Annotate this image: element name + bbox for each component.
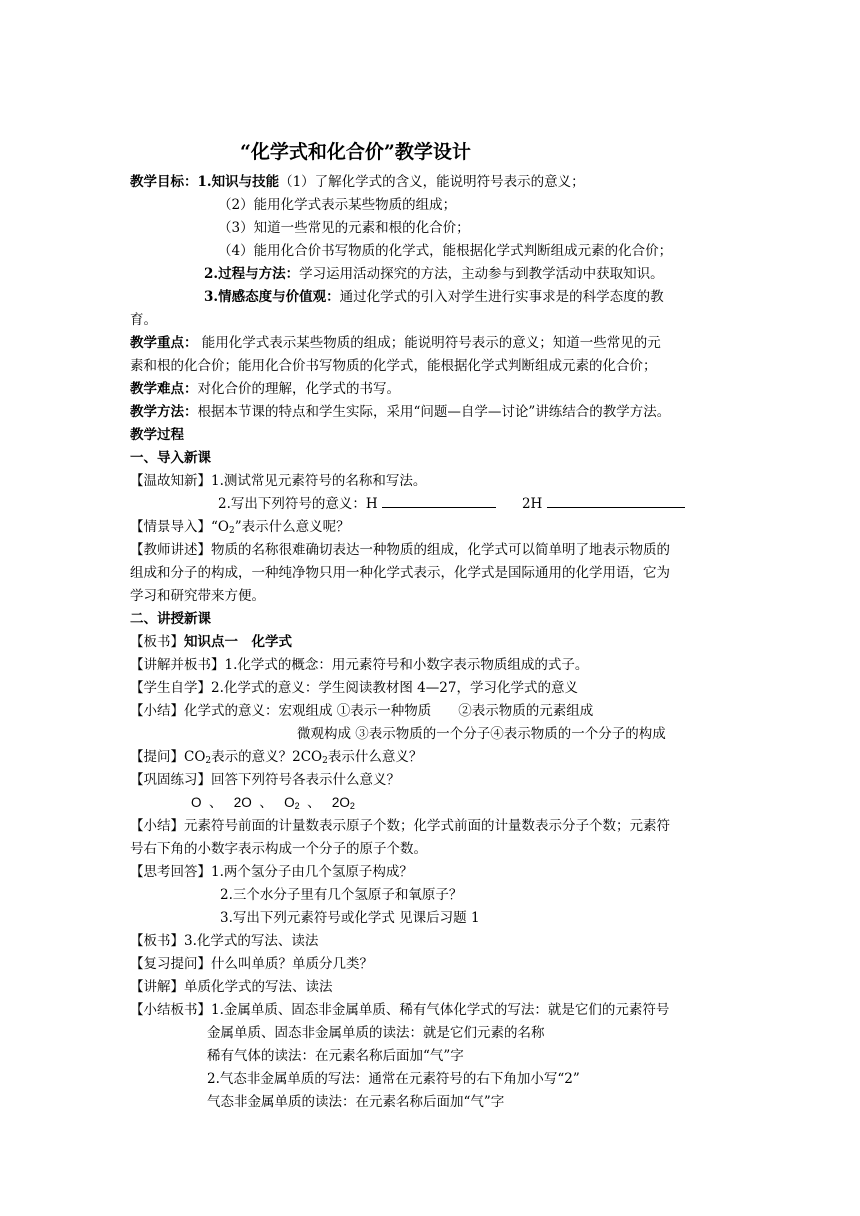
- summary-tag: 【小结】: [130, 703, 184, 719]
- key-points-text: 能用化学式表示某些物质的组成；能说明符号表示的意义；知道一些常见的元: [197, 335, 661, 351]
- summary-board-text-2: 金属单质、固态非金属单质的读法：就是它们元素的名称: [207, 1025, 545, 1041]
- board2-tag: 【板书】: [130, 933, 184, 949]
- lecture-tag: 【讲解】: [130, 979, 184, 995]
- summary2-line: [130, 815, 670, 837]
- summary2-text-1: 元素符号前面的计量数表示原子个数；化学式前面的计量数表示分子个数；元素符: [184, 818, 670, 834]
- symbol-2o2: 2O: [331, 795, 350, 810]
- objectives-label: 教学目标：: [130, 174, 198, 190]
- think-text-2: 2.三个水分子里有几个氢原子和氧原子？: [220, 887, 463, 903]
- process-heading: 教学过程: [130, 427, 184, 443]
- key-points-label: 教学重点：: [130, 335, 198, 351]
- answer-blank-2h[interactable]: [547, 493, 685, 508]
- teacher-tag: 【教师讲述】: [130, 542, 211, 558]
- think-text-1: 1.两个氢分子由几个氢原子构成？: [211, 864, 413, 880]
- lecture-text: 单质化学式的写法、读法: [184, 979, 333, 995]
- answer-blank-h[interactable]: [382, 493, 496, 508]
- summary2-text-2: 号右下角的小数字表示构成一个分子的原子个数。: [130, 841, 427, 857]
- self-study-text: 2.化学式的意义：学生阅读教材图 4—27，学习化学式的意义: [211, 680, 578, 696]
- separator: 、: [259, 795, 273, 810]
- symbol-o2: O: [284, 795, 295, 810]
- separator: 、: [307, 795, 321, 810]
- review-line: [130, 470, 426, 492]
- summary-board-text-1: 1.金属单质、固态非金属单质、稀有气体化学式的写法：就是它们的元素符号: [211, 1002, 670, 1018]
- knowledge-item-3: （3）知道一些常见的元素和根的化合价；: [218, 220, 470, 236]
- self-study-tag: 【学生自学】: [130, 680, 211, 696]
- ask-text-2: 表示什么意义？: [327, 749, 423, 765]
- review-tag: 【温故知新】: [130, 473, 211, 489]
- scene-line: [130, 516, 350, 538]
- difficulty-line: [130, 378, 400, 400]
- review-text-1: 1.测试常见元素符号的名称和写法。: [211, 473, 427, 489]
- process-label: 2.过程与方法：: [204, 266, 300, 282]
- emotion-text: 通过化学式的引入对学生进行实事求是的科学态度的教: [339, 289, 664, 305]
- scene-text-post: ”表示什么意义呢？: [234, 519, 350, 535]
- subscript: 2: [349, 801, 355, 811]
- symbol-2o: 2O: [233, 795, 252, 810]
- scene-text: “O: [211, 519, 229, 535]
- practice-tag: 【巩固练习】: [130, 772, 211, 788]
- teacher-text-1: 物质的名称很难确切表达一种物质的组成，化学式可以简单明了地表示物质的: [211, 542, 670, 558]
- symbol-o: O: [191, 795, 202, 810]
- knowledge-item-2: （2）能用化学式表示某些物质的组成；: [218, 197, 457, 213]
- explain-line: [130, 654, 588, 676]
- summary2-tag: 【小结】: [130, 818, 184, 834]
- practice-text: 回答下列符号各表示什么意义？: [211, 772, 400, 788]
- lecture-line: [130, 976, 333, 998]
- summary-macro: 化学式的意义：宏观组成 ①表示一种物质 ②表示物质的元素组成: [184, 703, 594, 719]
- summary-micro: 微观构成 ③表示物质的一个分子④表示物质的一个分子的构成: [297, 726, 666, 742]
- summary-board-tag: 【小结板书】: [130, 1002, 211, 1018]
- self-study-line: [130, 677, 578, 699]
- ask-formula-co2: CO: [184, 749, 206, 765]
- review-line-2: [218, 493, 685, 515]
- section2-heading: 二、讲授新课: [130, 611, 211, 627]
- teacher-text-2: 组成和分子的构成，一种纯净物只用一种化学式表示，化学式是国际通用的化学用语，它为: [130, 565, 670, 581]
- summary-board-text-4: 2.气态非金属单质的写法：通常在元素符号的右下角加小写“2”: [207, 1071, 580, 1087]
- knowledge-item-1: （1）了解化学式的含义，能说明符号表示的意义；: [279, 174, 585, 190]
- summary-board-text-5: 气态非金属单质的读法：在元素名称后面加“气”字: [207, 1094, 505, 1110]
- emotion-line: [204, 286, 664, 308]
- practice-line: [130, 769, 400, 791]
- board-text: 知识点一 化学式: [184, 634, 292, 650]
- summary-line: [130, 700, 593, 722]
- review-question-text: 什么叫单质？单质分几类？: [211, 956, 373, 972]
- teacher-line: [130, 539, 670, 561]
- summary-board-text-3: 稀有气体的读法：在元素名称后面加“气”字: [207, 1048, 464, 1064]
- ask-line: [130, 746, 422, 768]
- difficulty-label: 教学难点：: [130, 381, 198, 397]
- ask-text-1: 表示的意义？2CO: [211, 749, 323, 765]
- process-line: [204, 263, 664, 285]
- explain-text: 1.化学式的概念：用元素符号和小数字表示物质组成的式子。: [224, 657, 589, 673]
- board2-text: 3.化学式的写法、读法: [184, 933, 319, 949]
- explain-tag: 【讲解并板书】: [130, 657, 225, 673]
- scene-tag: 【情景导入】: [130, 519, 211, 535]
- difficulty-text: 对化合价的理解，化学式的书写。: [197, 381, 400, 397]
- teacher-text-3: 学习和研究带来方便。: [130, 588, 265, 604]
- separator: 、: [209, 795, 223, 810]
- board-line: [130, 631, 292, 653]
- objectives-line: [130, 171, 585, 193]
- ask-tag: 【提问】: [130, 749, 184, 765]
- think-text-3: 3.写出下列元素符号或化学式 见课后习题 1: [220, 910, 480, 926]
- ask-subscript-1: 2: [205, 756, 212, 766]
- section1-heading: 一、导入新课: [130, 450, 211, 466]
- subscript: 2: [294, 801, 300, 811]
- key-points-text-cont: 素和根的化合价；能用化合价书写物质的化学式，能根据化学式判断组成元素的化合价；: [130, 358, 657, 374]
- method-line: [130, 401, 670, 423]
- practice-symbols: [191, 792, 355, 814]
- summary-board-line: [130, 999, 669, 1021]
- board2-line: [130, 930, 318, 952]
- method-text: 根据本节课的特点和学生实际，采用“问题—自学—讨论”讲练结合的教学方法。: [197, 404, 671, 420]
- document-title: “化学式和化合价”教学设计: [240, 141, 471, 163]
- emotion-label: 3.情感态度与价值观：: [204, 289, 340, 305]
- scene-subscript: 2: [228, 526, 235, 536]
- review-question-tag: 【复习提问】: [130, 956, 211, 972]
- process-text: 学习运用活动探究的方法，主动参与到教学活动中获取知识。: [299, 266, 664, 282]
- ask-subscript-2: 2: [322, 756, 328, 766]
- board-tag: 【板书】: [130, 634, 184, 650]
- review-question-line: [130, 953, 373, 975]
- think-tag: 【思考回答】: [130, 864, 211, 880]
- think-line: [130, 861, 413, 883]
- knowledge-label: 1.知识与技能: [197, 174, 280, 190]
- key-points-line: [130, 332, 661, 354]
- review-text-2h: 2H: [521, 496, 547, 512]
- emotion-text-cont: 育。: [130, 312, 157, 328]
- review-text-2: 2.写出下列符号的意义：H: [218, 496, 382, 512]
- knowledge-item-4: （4）能用化合价书写物质的化学式，能根据化学式判断组成元素的化合价；: [218, 243, 673, 259]
- method-label: 教学方法：: [130, 404, 198, 420]
